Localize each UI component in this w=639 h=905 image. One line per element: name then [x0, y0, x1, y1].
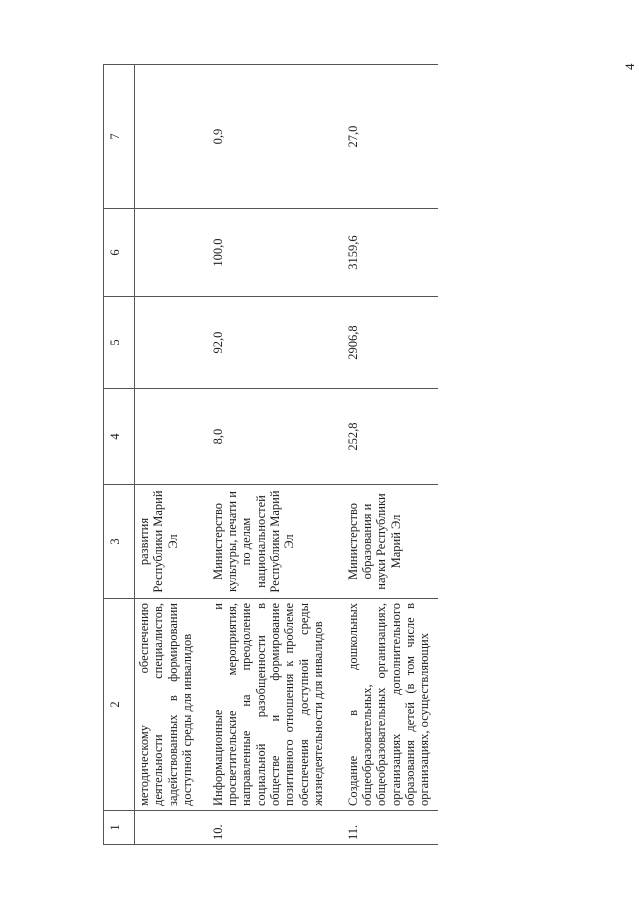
row-col-6: 100,0 [197, 209, 332, 297]
rotated-page [103, 65, 633, 845]
row-col-7: 0,9 [197, 65, 332, 209]
row-col-7 [135, 65, 197, 209]
row-col-5: 2906,8 [332, 297, 438, 389]
page-number: 4 [622, 63, 637, 70]
header-col-4: 4 [104, 389, 135, 485]
header-row [104, 65, 135, 845]
header-col-5: 5 [104, 297, 135, 389]
row-col-6 [135, 209, 197, 297]
table-row [332, 65, 438, 845]
row-number [135, 811, 197, 845]
row-executor: Министерство образования и науки Республики Марий Эл [332, 485, 438, 599]
row-col-5 [135, 297, 197, 389]
header-col-2: 2 [104, 599, 135, 811]
header-col-3: 3 [104, 485, 135, 599]
row-number: 10. [197, 811, 332, 845]
row-col-6: 3159,6 [332, 209, 438, 297]
header-col-6: 6 [104, 209, 135, 297]
table-row [197, 65, 332, 845]
header-col-7: 7 [104, 65, 135, 209]
row-col-5: 92,0 [197, 297, 332, 389]
row-number: 11. [332, 811, 438, 845]
row-description: Создание в дошкольных общеобразовательных, общеобразовательных организациях, организациях дополнительного образования детей (в том числе в организациях, осуществляющих [332, 599, 438, 811]
row-col-4: 8,0 [197, 389, 332, 485]
row-description: Информационные и просветительские мероприятия, направленные на преодоление социальной разобщенности в обществе и формирование позитивного отношения к проблеме обеспечения доступной среды жизнедеятельности для инвалидов [197, 599, 332, 811]
row-col-4 [135, 389, 197, 485]
row-col-4: 252,8 [332, 389, 438, 485]
program-table [103, 64, 438, 845]
row-col-7: 27,0 [332, 65, 438, 209]
row-executor: развития Республики Марий Эл [135, 485, 197, 599]
header-col-1: 1 [104, 811, 135, 845]
table-row [135, 65, 197, 845]
row-description: методическому обеспечению деятельности специалистов, задействованных в формировании доступной среды для инвалидов [135, 599, 197, 811]
row-executor: Министерство культуры, печати и по делам национальностей Республики Марий Эл [197, 485, 332, 599]
